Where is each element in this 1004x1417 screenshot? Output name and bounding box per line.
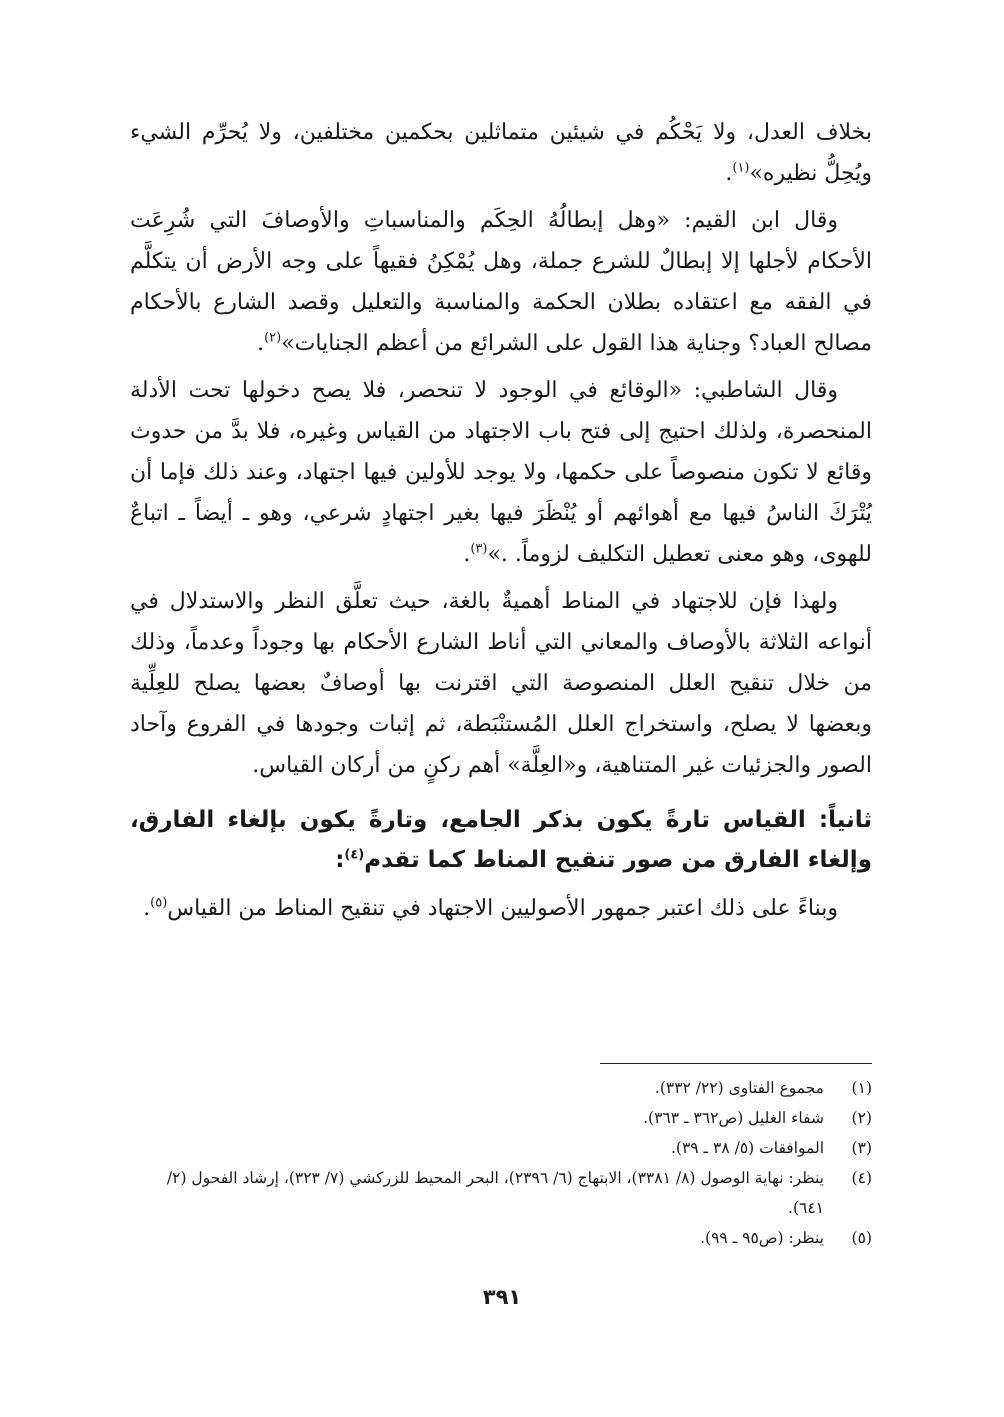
footnote-5 xyxy=(130,1223,872,1253)
footnote-text: مجموع الفتاوى (٢٢/ ٣٣٢). xyxy=(654,1079,824,1097)
paragraph-1 xyxy=(130,112,872,194)
footnotes xyxy=(130,1073,872,1253)
paragraph-5-text: وبناءً على ذلك اعتبر جمهور الأصوليين الاجتهاد في تنقيح المناط من القياس xyxy=(167,896,838,921)
paragraph-4-text: ولهذا فإن للاجتهاد في المناط أهميةٌ بالغة، حيث تعلَّق النظر والاستدلال في أنواعه الثلاثة بالأوصاف والمعاني التي أناط الشارع الأحكام بها وجوداً وعدماً، وذلك من خلال تنقيح العلل المنصوصة التي اقترنت بها أوصافٌ بعضها يصلح للعِلِّية وبعضها لا يصلح، واستخراج العلل المُستنْبَطة، ثم إثبات وجودها في الفروع وآحاد الصور والجزئيات غير المتناهية، و«العِلَّة» أهم ركنٍ من أركان القياس. xyxy=(130,589,872,778)
footnote-text: شفاء الغليل (ص٣٦٢ ـ ٣٦٣). xyxy=(643,1109,824,1127)
paragraph-2-text: وقال ابن القيم: «وهل إبطالُهُ الحِكَم والمناسباتِ والأوصافَ التي شُرِعَت الأحكام لأجلها إلا إبطالٌ للشرع جملة، وهل يُمْكِنُ فقيهاً على وجه الأرض أن يتكلَّم في الفقه مع اعتقاده بطلان الحكمة والمناسبة والتعليل وقصد الشارع بالأحكام مصالح العباد؟ وجناية هذا القول على الشرائع من أعظم الجنايات» xyxy=(130,208,872,356)
footnote-number: (٤) xyxy=(851,1169,872,1187)
footnote-separator xyxy=(600,1063,872,1064)
section-heading xyxy=(130,800,872,880)
footnote-text: ينظر: نهاية الوصول (٨/ ٣٣٨١)، الابتهاج (٦/ ٢٣٩٦)، البحر المحيط للزركشي (٧/ ٣٢٣)، إرشاد الفحول (٢/ ٦٤١). xyxy=(166,1169,824,1217)
footnote-ref-4: (٤) xyxy=(344,847,365,863)
footnote-ref-3: (٣) xyxy=(470,541,488,557)
footnote-number: (١) xyxy=(851,1079,872,1097)
paragraph-3-tail: . xyxy=(463,542,471,567)
footnote-4 xyxy=(130,1163,872,1223)
paragraph-3 xyxy=(130,370,872,575)
section-heading-text: القياس تارةً يكون بذكر الجامع، وتارةً يكون بإلغاء الفارق، وإلغاء الفارق من صور تنقيح المناط كما تقدم xyxy=(130,807,872,873)
footnote-ref-5: (٥) xyxy=(150,895,168,911)
paragraph-2-tail: . xyxy=(257,331,265,356)
paragraph-2 xyxy=(130,200,872,364)
footnote-number: (٥) xyxy=(851,1229,872,1247)
footnote-number: (٣) xyxy=(851,1139,872,1157)
footnote-1 xyxy=(130,1073,872,1103)
footnote-2 xyxy=(130,1103,872,1133)
footnote-number: (٢) xyxy=(851,1109,872,1127)
footnote-ref-1: (١) xyxy=(732,160,750,176)
paragraph-3-text: وقال الشاطبي: «الوقائع في الوجود لا تنحصر، فلا يصح دخولها تحت الأدلة المنحصرة، ولذلك احتيج إلى فتح باب الاجتهاد من القياس وغيره، فلا بدَّ من حدوث وقائع لا تكون منصوصاً على حكمها، ولا يوجد للأولين فيها اجتهاد، وعند ذلك فإما أن يُتْرَكَ الناسُ فيها مع أهوائهم أو يُنْظَرَ فيها بغير اجتهادٍ شرعي، وهو ـ أيضاً ـ اتباعٌ للهوى، وهو معنى تعطيل التكليف لزوماً. .» xyxy=(130,378,872,567)
section-heading-tail: : xyxy=(335,847,345,873)
footnote-ref-2: (٢) xyxy=(264,330,282,346)
paragraph-5 xyxy=(130,888,872,929)
paragraph-4 xyxy=(130,581,872,786)
main-text xyxy=(130,112,872,935)
footnote-3 xyxy=(130,1133,872,1163)
page-number: ٣٩١ xyxy=(482,1285,522,1309)
paragraph-5-tail: . xyxy=(143,896,151,921)
section-heading-prefix: ثانياً: xyxy=(818,807,873,833)
footnote-text: الموافقات (٥/ ٣٨ ـ ٣٩). xyxy=(670,1139,824,1157)
paragraph-1-text: بخلاف العدل، ولا يَحْكُم في شيئين متماثلين بحكمين مختلفين، ولا يُحرِّم الشيء ويُحِلُّ نظيره» xyxy=(130,120,872,186)
paragraph-1-tail: . xyxy=(725,161,733,186)
footnote-text: ينظر: (ص٩٥ ـ ٩٩). xyxy=(700,1229,824,1247)
